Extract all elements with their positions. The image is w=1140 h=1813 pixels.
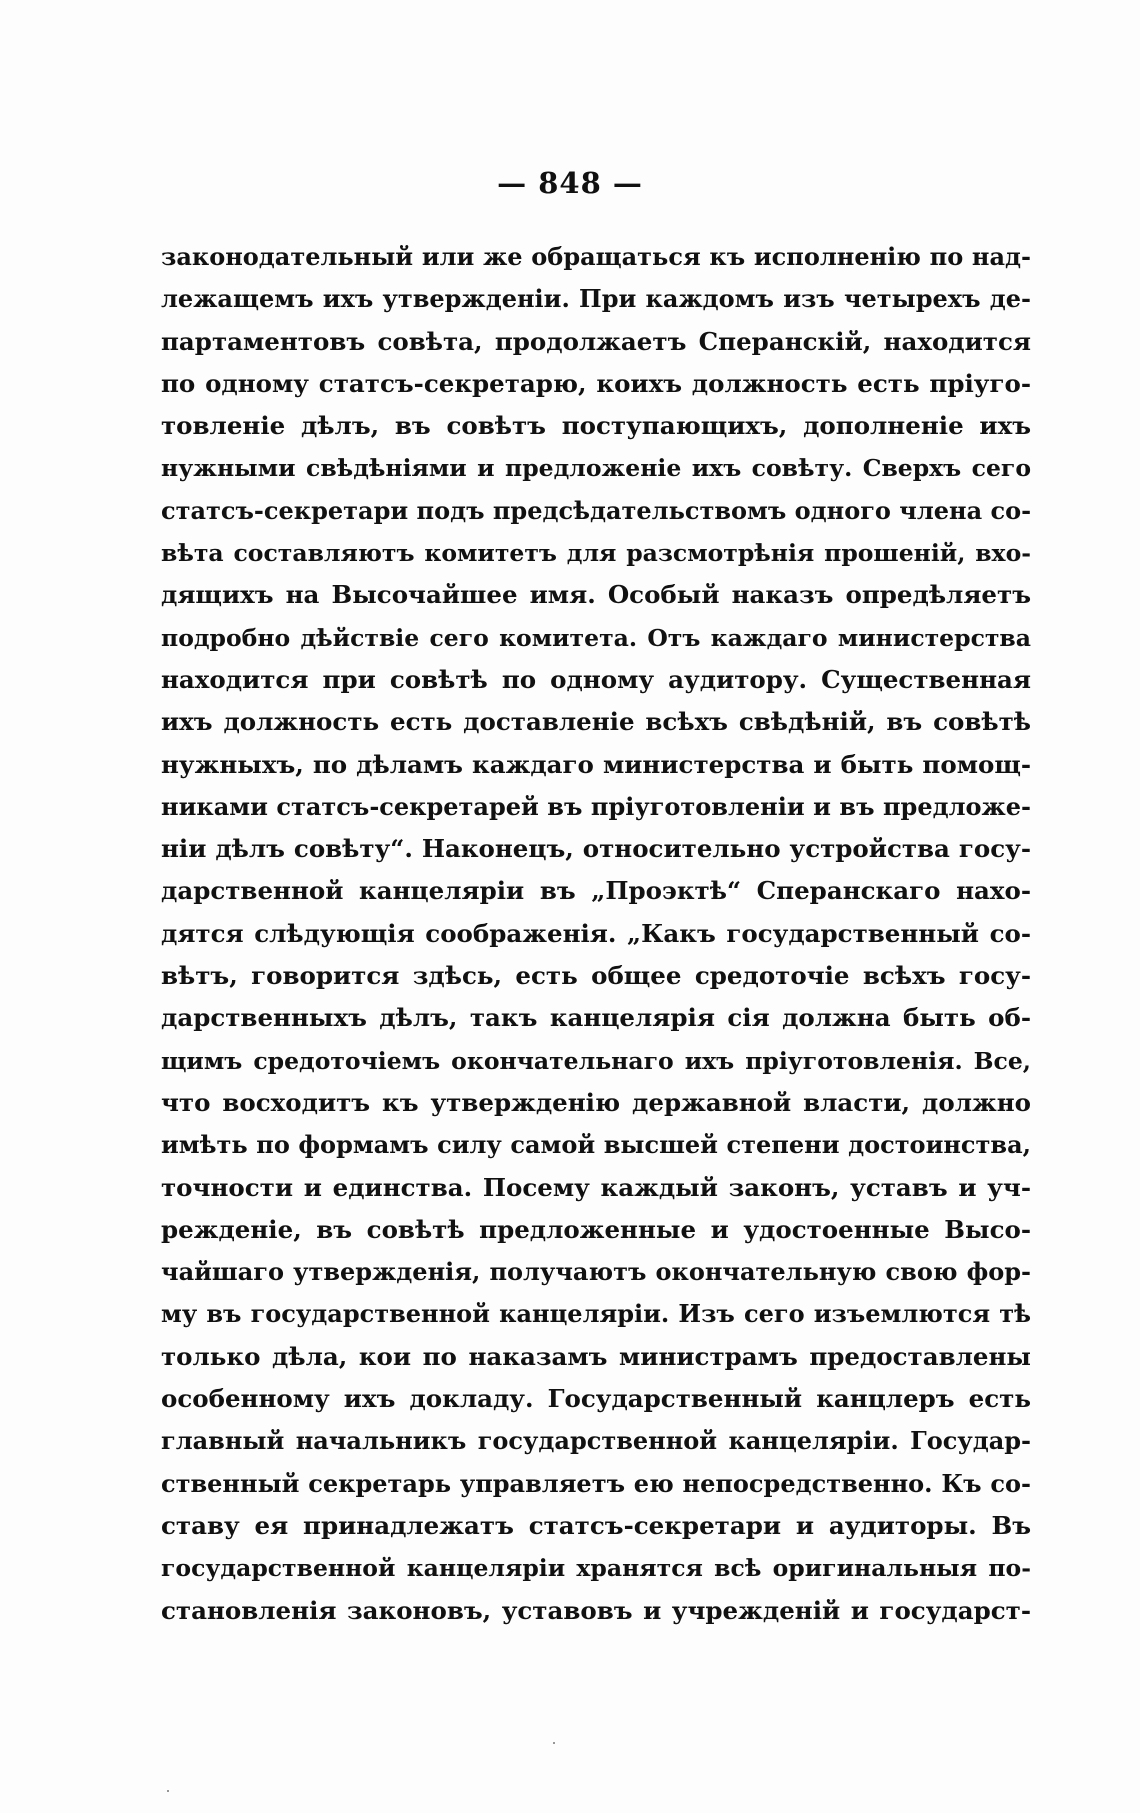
text-line: ственный секретарь управляетъ ею непосредственно. Къ со- <box>161 1468 1031 1498</box>
text-line: дятся слѣдующія соображенія. „Какъ государственный со- <box>161 918 1031 948</box>
text-line: ставу ея принадлежатъ статсъ-секретари и аудиторы. Въ <box>161 1510 1031 1540</box>
text-line: ихъ должность есть доставленіе всѣхъ свѣдѣній, въ совѣтѣ <box>161 707 1031 737</box>
page-number: — 848 — <box>497 166 643 200</box>
paper-speck <box>167 1790 169 1792</box>
text-line: режденіе, въ совѣтѣ предложенные и удостоенные Высо- <box>161 1214 1031 1244</box>
text-line: вѣта составляютъ комитетъ для разсмотрѣнія прошеній, вхо- <box>161 539 1031 568</box>
text-line: дарственныхъ дѣлъ, такъ канцелярія сія должна быть об- <box>161 1003 1031 1033</box>
text-line: особенному ихъ докладу. Государственный канцлеръ есть <box>161 1384 1031 1414</box>
paper-speck <box>553 1742 555 1744</box>
body-text <box>161 236 1031 1632</box>
text-line: законодательный или же обращаться къ исполненію по над- <box>161 242 1031 271</box>
text-line: никами статсъ-секретарей въ пріуготовленіи и въ предложе- <box>161 791 1031 821</box>
text-line: имѣть по формамъ силу самой высшей степени достоинства, <box>161 1130 1031 1160</box>
text-line: товленіе дѣлъ, въ совѣтъ поступающихъ, дополненіе ихъ <box>161 411 1031 441</box>
text-line: точности и единства. Посему каждый законъ, уставъ и уч- <box>161 1172 1031 1202</box>
text-line: что восходитъ къ утвержденію державной власти, должно <box>161 1087 1031 1117</box>
text-line: государственной канцеляріи хранятся всѣ оригинальныя по- <box>161 1554 1031 1583</box>
text-line: чайшаго утвержденія, получаютъ окончательную свою фор- <box>161 1257 1031 1287</box>
text-line: находится при совѣтѣ по одному аудитору. Существенная <box>161 664 1031 694</box>
text-line: ніи дѣлъ совѣту“. Наконецъ, относительно устройства госу- <box>161 834 1031 864</box>
text-line: главный начальникъ государственной канцеляріи. Государ- <box>161 1426 1031 1456</box>
text-line: дарственной канцеляріи въ „Проэктѣ“ Сперанскаго нахо- <box>161 876 1031 906</box>
text-line: дящихъ на Высочайшее имя. Особый наказъ опредѣляетъ <box>161 580 1031 610</box>
text-line: нужными свѣдѣніями и предложеніе ихъ совѣту. Сверхъ сего <box>161 454 1031 483</box>
text-line: становленія законовъ, уставовъ и учрежденій и государст- <box>161 1595 1031 1625</box>
text-line: вѣтъ, говорится здѣсь, есть общее средоточіе всѣхъ госу- <box>161 961 1031 991</box>
text-line: партаментовъ совѣта, продолжаетъ Сперанскій, находится <box>161 326 1031 356</box>
text-line: нужныхъ, по дѣламъ каждаго министерства и быть помощ- <box>161 749 1031 779</box>
text-line: по одному статсъ-секретарю, коихъ должность есть пріуго- <box>161 368 1031 398</box>
text-line: щимъ средоточіемъ окончательнаго ихъ пріуготовленія. Все, <box>161 1046 1031 1075</box>
text-line: му въ государственной канцеляріи. Изъ сего изъемлются тѣ <box>161 1299 1031 1329</box>
text-line: только дѣла, кои по наказамъ министрамъ предоставлены <box>161 1341 1031 1371</box>
text-line: подробно дѣйствіе сего комитета. Отъ каждаго министерства <box>161 623 1031 652</box>
text-line: статсъ-секретари подъ предсѣдательствомъ одного члена со- <box>161 495 1031 525</box>
text-line: лежащемъ ихъ утвержденіи. При каждомъ изъ четырехъ де- <box>161 284 1031 314</box>
